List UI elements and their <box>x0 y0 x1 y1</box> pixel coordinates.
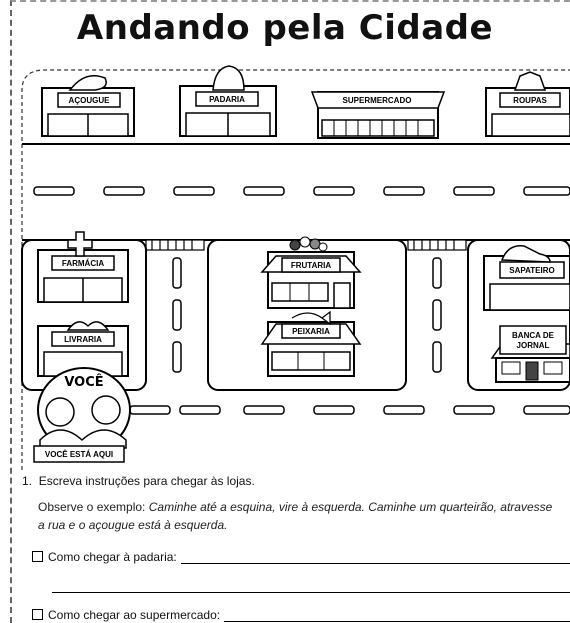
label-acougue: AÇOUGUE <box>68 96 110 105</box>
label-roupas: ROUPAS <box>513 96 547 105</box>
crosswalk-left <box>146 240 204 250</box>
answer-line-extra[interactable] <box>52 592 570 593</box>
answer-prompt: Como chegar à padaria: <box>48 550 177 564</box>
checkbox-icon[interactable] <box>32 609 43 620</box>
answer-prompt: Como chegar ao supermercado: <box>48 608 221 622</box>
question-number: 1. <box>22 474 33 488</box>
label-livraria: LIVRARIA <box>64 335 102 344</box>
shoe-icon <box>502 246 550 262</box>
meat-icon <box>70 76 106 90</box>
label-banca-line1: BANCA DE <box>512 331 554 340</box>
book-icon <box>68 322 108 330</box>
shirt-icon <box>515 72 545 90</box>
you-label: VOCÊ <box>64 375 104 390</box>
example-body: Caminhe até a esquina, vire à esquerda. Caminhe um quarteirão, atravesse a rua e o açougue está à esquerda. <box>38 500 553 532</box>
answer-line[interactable] <box>181 551 570 564</box>
answer-item-padaria <box>32 550 570 564</box>
store-frutaria[interactable] <box>262 237 360 308</box>
child-girl-icon <box>46 398 74 426</box>
crosswalk-right <box>408 240 466 250</box>
store-sapateiro[interactable] <box>484 246 570 310</box>
page-title: Andando pela Cidade <box>76 8 494 48</box>
store-acougue[interactable] <box>42 76 134 136</box>
you-caption: VOCÊ ESTÁ AQUI <box>44 450 114 459</box>
label-farmacia: FARMÁCIA <box>61 259 105 268</box>
example-prefix: Observe o exemplo: <box>38 500 146 514</box>
answer-item-supermercado <box>32 608 570 622</box>
checkbox-icon[interactable] <box>32 551 43 562</box>
label-frutaria: FRUTARIA <box>290 261 332 270</box>
question-text: Escreva instruções para chegar às lojas. <box>38 474 255 488</box>
question-heading <box>22 474 255 488</box>
label-padaria: PADARIA <box>209 95 245 104</box>
road-dashes-top <box>34 187 570 195</box>
label-sapateiro: SAPATEIRO <box>509 266 555 275</box>
answer-line[interactable] <box>224 609 570 622</box>
store-peixaria[interactable] <box>262 312 360 376</box>
label-banca-line2: JORNAL <box>516 341 550 350</box>
road-dashes-bottom <box>130 406 570 414</box>
child-boy-icon <box>92 396 120 424</box>
label-supermercado: SUPERMERCADO <box>342 96 412 105</box>
example-text <box>38 498 558 534</box>
label-peixaria: PEIXARIA <box>292 327 330 336</box>
